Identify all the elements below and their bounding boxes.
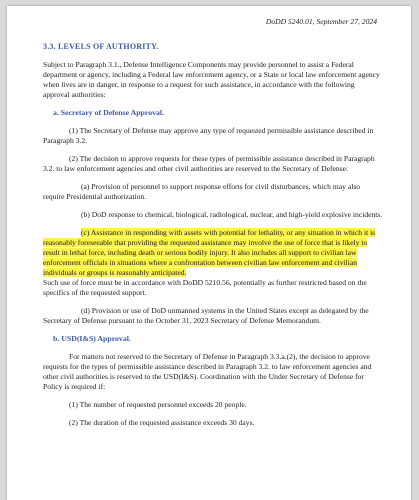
paragraph-a1: (1) The Secretary of Defense may approve any type of requested permissible assistance described in Paragraph 3.2. <box>43 126 374 145</box>
paragraph-b1: (1) The number of requested personnel exceeds 20 people. <box>69 400 247 409</box>
subsection-a-heading: a. Secretary of Defense Approval. <box>53 108 165 117</box>
paragraph-a2b: (b) DoD response to chemical, biological, radiological, nuclear, and high-yield explosive incidents. <box>81 210 383 219</box>
paragraph-a2d: (d) Provision or use of DoD unmanned systems in the United States except as delegated by the Secretary of Defense pursuant to the October 31, 2023 Secretary of Defense Memorandum. <box>43 306 369 325</box>
paragraph-a2c <box>43 228 383 278</box>
paragraph-b2: (2) The duration of the requested assistance exceeds 30 days. <box>69 418 255 427</box>
paragraph-a2a: (a) Provision of personnel to support response efforts for civil disturbances, which may also require Presidential authorization. <box>43 182 361 201</box>
document-content <box>43 42 383 436</box>
section-heading: 3.3. LEVELS OF AUTHORITY. <box>43 42 159 51</box>
section-intro: Subject to Paragraph 3.1., Defense Intelligence Components may provide personnel to assist a Federal department or agency, including a Federal law enforcement agency, or a State or local law enforcement agency when lives are in danger, in response to a request for such assistance, in accordance with the following approval authorities: <box>43 60 380 99</box>
paragraph-a2: (2) The decision to approve requests for these types of permissible assistance described in Paragraph 3.2. to law enforcement agencies and other civil authorities are reserved to the Secretary of Defense: <box>43 154 375 173</box>
document-page <box>7 6 411 500</box>
paragraph-a2c-tail: Such use of force must be in accordance with DoDD 5210.56, potentially as further restricted based on the specifics of the requested support. <box>43 278 367 297</box>
highlighted-text: (c) Assistance in responding with assets with potential for lethality, or any situation in which it is reasonably foreseeable that providing the requested assistance may involve the use of force that is likely to result in lethal force, including death or serious bodily injury. It also includes all support to civilian law enforcement officials in situations where a confrontation between civilian law enforcement and civilian individuals or groups is reasonably anticipated. <box>43 228 376 277</box>
subsection-b-heading: b. USD(I&S) Approval. <box>53 334 131 343</box>
document-reference: DoDD 5240.01, September 27, 2024 <box>265 17 377 26</box>
paragraph-b-intro: For matters not reserved to the Secretary of Defense in Paragraph 3.3.a.(2), the decision to approve requests for the types of permissible assistance described in Paragraph 3.2. to law enforcement agencies and other civil authorities is reserved to the USD(I&S). Coordination with the Under Secretary of Defense for Policy is required if: <box>43 352 372 391</box>
